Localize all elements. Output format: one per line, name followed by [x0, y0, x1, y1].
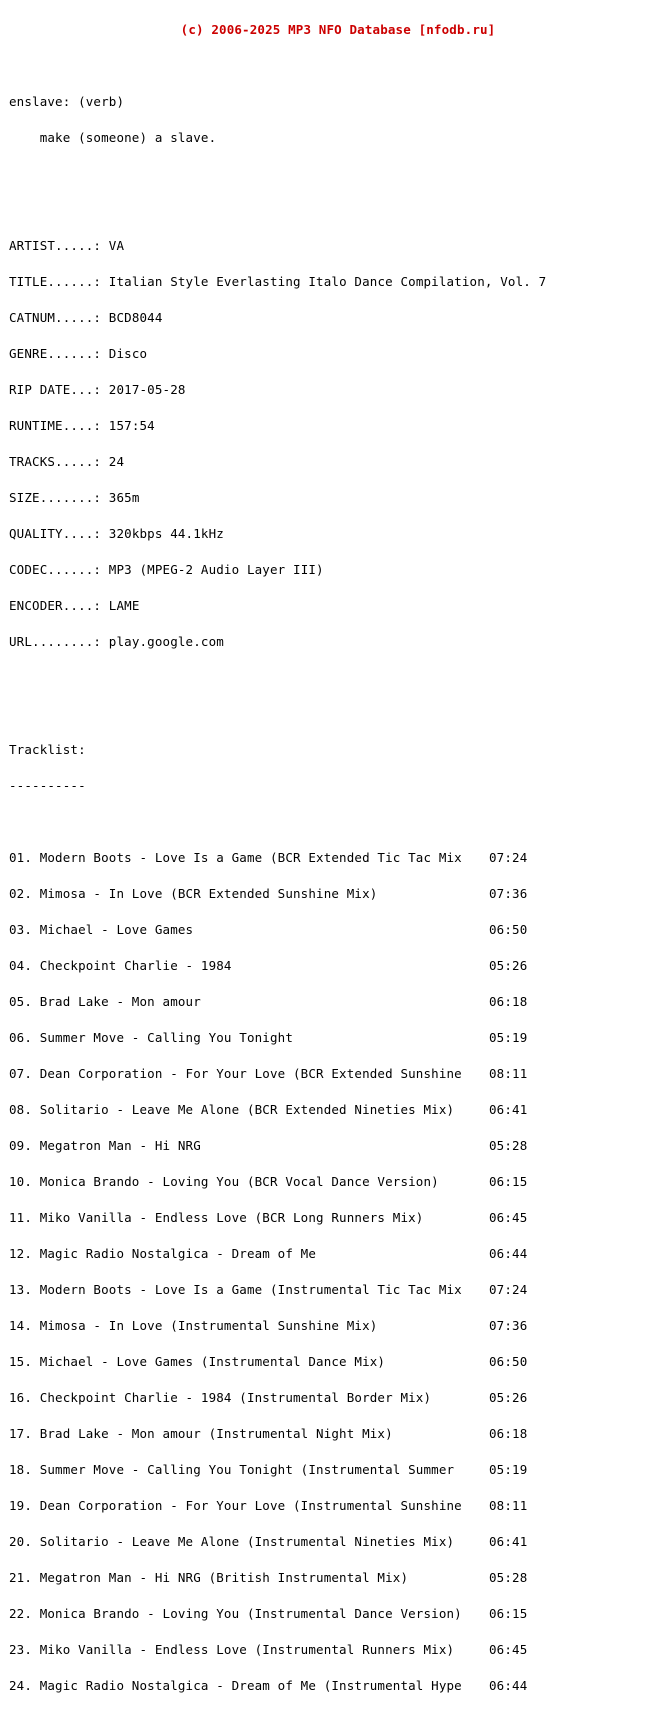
- blank-line: [9, 168, 641, 180]
- track-duration: 06:15: [489, 1606, 528, 1621]
- tracklist-separator: ----------: [9, 778, 86, 793]
- track-row: [9, 1032, 641, 1044]
- info-key: ARTIST.....:: [9, 238, 109, 253]
- nfo-document: [9, 0, 641, 1728]
- info-encoder: [9, 600, 641, 612]
- track-row: [9, 1356, 641, 1368]
- track-duration: 05:26: [489, 958, 528, 973]
- info-value: Disco: [108, 346, 148, 361]
- track-row: [9, 1320, 641, 1332]
- track-row: [9, 1608, 641, 1620]
- track-row: [9, 888, 641, 900]
- track-row: [9, 1212, 641, 1224]
- track-duration: 05:26: [489, 1390, 528, 1405]
- definition-term: enslave: (verb): [9, 94, 125, 109]
- track-duration: 07:36: [489, 1318, 528, 1333]
- info-catnum: [9, 312, 641, 324]
- track-title: 15. Michael - Love Games (Instrumental Dance Mix): [9, 1354, 386, 1369]
- info-codec: [9, 564, 641, 576]
- track-row: [9, 1176, 641, 1188]
- track-duration: 06:50: [489, 1354, 528, 1369]
- track-row: [9, 1104, 641, 1116]
- info-rip-date: [9, 384, 641, 396]
- info-value: 2017-05-28: [108, 382, 186, 397]
- info-value: Italian Style Everlasting Italo Dance Compilation, Vol. 7: [108, 274, 547, 289]
- track-duration: 06:45: [489, 1642, 528, 1657]
- definition-meaning: make (someone) a slave.: [9, 130, 217, 145]
- info-value: BCD8044: [108, 310, 163, 325]
- track-title: 05. Brad Lake - Mon amour: [9, 994, 201, 1009]
- track-title: 22. Monica Brando - Loving You (Instrumental Dance Version): [9, 1606, 462, 1621]
- track-duration: 07:36: [489, 886, 528, 901]
- info-title: [9, 276, 641, 288]
- track-title: 20. Solitario - Leave Me Alone (Instrumental Nineties Mix): [9, 1534, 455, 1549]
- info-key: TITLE......:: [9, 274, 109, 289]
- track-row: [9, 1284, 641, 1296]
- info-value: 320kbps 44.1kHz: [108, 526, 224, 541]
- info-key: RUNTIME....:: [9, 418, 109, 433]
- track-duration: 05:28: [489, 1138, 528, 1153]
- track-duration: 05:19: [489, 1030, 528, 1045]
- info-value: 157:54: [108, 418, 155, 433]
- track-title: 23. Miko Vanilla - Endless Love (Instrumental Runners Mix): [9, 1642, 455, 1657]
- track-duration: 05:28: [489, 1570, 528, 1585]
- info-value: 24: [108, 454, 125, 469]
- blank-line: [9, 708, 641, 720]
- info-key: CATNUM.....:: [9, 310, 109, 325]
- track-row: [9, 1392, 641, 1404]
- info-value: 365m: [108, 490, 140, 505]
- track-title: 02. Mimosa - In Love (BCR Extended Sunshine Mix): [9, 886, 378, 901]
- track-row: [9, 1428, 641, 1440]
- tracklist-heading: Tracklist:: [9, 742, 86, 757]
- info-key: CODEC......:: [9, 562, 109, 577]
- track-title: 18. Summer Move - Calling You Tonight (Instrumental Summer: [9, 1462, 455, 1477]
- info-key: GENRE......:: [9, 346, 109, 361]
- track-row: [9, 1248, 641, 1260]
- track-row: [9, 1644, 641, 1656]
- track-duration: 05:19: [489, 1462, 528, 1477]
- info-value: VA: [108, 238, 125, 253]
- info-value: LAME: [108, 598, 140, 613]
- track-row: [9, 1068, 641, 1080]
- track-title: 08. Solitario - Leave Me Alone (BCR Extended Nineties Mix): [9, 1102, 455, 1117]
- info-key: QUALITY....:: [9, 526, 109, 541]
- track-duration: 06:44: [489, 1678, 528, 1693]
- blank-line: [9, 60, 641, 72]
- track-duration: 06:50: [489, 922, 528, 937]
- info-key: TRACKS.....:: [9, 454, 109, 469]
- track-title: 13. Modern Boots - Love Is a Game (Instrumental Tic Tac Mix: [9, 1282, 462, 1297]
- info-key: ENCODER....:: [9, 598, 109, 613]
- track-row: [9, 1500, 641, 1512]
- info-url: [9, 636, 641, 648]
- track-row: [9, 852, 641, 864]
- track-title: 10. Monica Brando - Loving You (BCR Vocal Dance Version): [9, 1174, 439, 1189]
- track-title: 12. Magic Radio Nostalgica - Dream of Me: [9, 1246, 317, 1261]
- track-duration: 06:41: [489, 1534, 528, 1549]
- track-duration: 08:11: [489, 1066, 528, 1081]
- track-title: 07. Dean Corporation - For Your Love (BCR Extended Sunshine: [9, 1066, 462, 1081]
- info-genre: [9, 348, 641, 360]
- track-title: 11. Miko Vanilla - Endless Love (BCR Long Runners Mix): [9, 1210, 424, 1225]
- info-artist: [9, 240, 641, 252]
- info-key: URL........:: [9, 634, 109, 649]
- info-size: [9, 492, 641, 504]
- track-duration: 07:24: [489, 1282, 528, 1297]
- track-duration: 06:44: [489, 1246, 528, 1261]
- track-row: [9, 960, 641, 972]
- track-duration: 07:24: [489, 850, 528, 865]
- track-title: 04. Checkpoint Charlie - 1984: [9, 958, 232, 973]
- track-duration: 06:18: [489, 994, 528, 1009]
- info-value: MP3 (MPEG-2 Audio Layer III): [108, 562, 324, 577]
- track-title: 17. Brad Lake - Mon amour (Instrumental Night Mix): [9, 1426, 393, 1441]
- track-title: 14. Mimosa - In Love (Instrumental Sunshine Mix): [9, 1318, 378, 1333]
- track-duration: 06:18: [489, 1426, 528, 1441]
- site-header: (c) 2006-2025 MP3 NFO Database [nfodb.ru]: [180, 22, 496, 37]
- track-title: 19. Dean Corporation - For Your Love (Instrumental Sunshine: [9, 1498, 462, 1513]
- track-row: [9, 1464, 641, 1476]
- track-row: [9, 1572, 641, 1584]
- release-info: [9, 216, 641, 672]
- info-key: RIP DATE...:: [9, 382, 109, 397]
- track-duration: 06:15: [489, 1174, 528, 1189]
- info-runtime: [9, 420, 641, 432]
- info-value: play.google.com: [108, 634, 224, 649]
- info-tracks: [9, 456, 641, 468]
- info-quality: [9, 528, 641, 540]
- track-title: 21. Megatron Man - Hi NRG (British Instrumental Mix): [9, 1570, 409, 1585]
- track-title: 06. Summer Move - Calling You Tonight: [9, 1030, 293, 1045]
- track-row: [9, 1536, 641, 1548]
- info-key: SIZE.......:: [9, 490, 109, 505]
- track-duration: 08:11: [489, 1498, 528, 1513]
- track-title: 09. Megatron Man - Hi NRG: [9, 1138, 201, 1153]
- track-title: 16. Checkpoint Charlie - 1984 (Instrumental Border Mix): [9, 1390, 432, 1405]
- track-row: [9, 924, 641, 936]
- track-duration: 06:41: [489, 1102, 528, 1117]
- track-title: 03. Michael - Love Games: [9, 922, 194, 937]
- track-title: 24. Magic Radio Nostalgica - Dream of Me (Instrumental Hype: [9, 1678, 462, 1693]
- track-row: [9, 1140, 641, 1152]
- track-title: 01. Modern Boots - Love Is a Game (BCR Extended Tic Tac Mix: [9, 850, 462, 865]
- tracklist: [9, 828, 641, 1716]
- track-row: [9, 1680, 641, 1692]
- track-duration: 06:45: [489, 1210, 528, 1225]
- track-row: [9, 996, 641, 1008]
